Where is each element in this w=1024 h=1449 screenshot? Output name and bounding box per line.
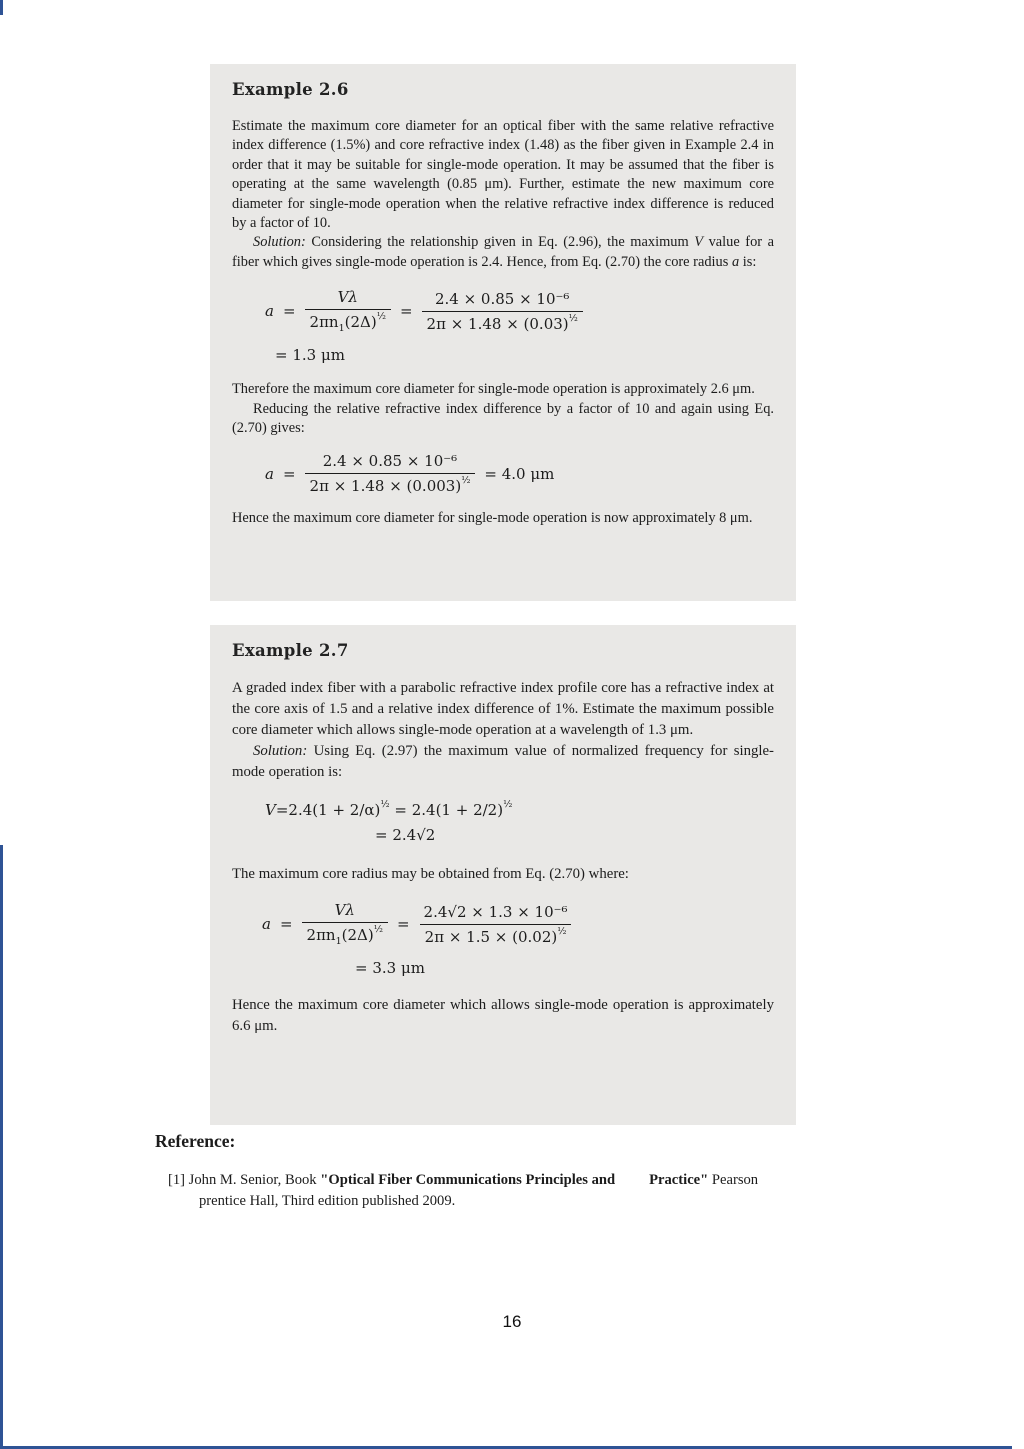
math-exponent: ½: [376, 311, 386, 323]
fraction-numerator: 2.4 × 0.85 × 10⁻⁶: [434, 289, 570, 308]
reference-line-1: [168, 1170, 885, 1191]
math-exponent: ½: [557, 925, 567, 937]
formula-normalized-frequency: [265, 801, 774, 819]
example-2-7-body: [232, 678, 774, 1037]
math-exponent: ½: [461, 475, 471, 487]
equals-sign: =: [396, 915, 410, 933]
formula-inline-result: = 4.0 μm: [484, 464, 555, 483]
math-text: 2πn: [306, 926, 336, 944]
example-2-7-box: [210, 625, 796, 1125]
solution-label: Solution:: [253, 234, 306, 251]
reference-line-2: prentice Hall, Third edition published 2009.: [199, 1193, 456, 1209]
math-text: 2π × 1.5 × (0.02): [424, 927, 558, 946]
fraction: [419, 903, 573, 946]
math-text: (2Δ): [341, 926, 374, 944]
math-text: 2.4(1 + 2/α): [288, 801, 381, 819]
math-exponent: ½: [380, 799, 390, 810]
equals-sign: =: [279, 915, 293, 933]
example-2-7-title: Example 2.7: [232, 641, 349, 660]
formula-reduced-delta: [265, 452, 774, 495]
page-border-left: [0, 845, 3, 1449]
fraction: [422, 290, 583, 333]
math-text: 2.4(1 + 2/2): [411, 801, 504, 819]
reference-heading: Reference:: [155, 1131, 236, 1151]
formula-result: = 1.3 μm: [275, 346, 345, 365]
book-title-part-2: Practice": [649, 1172, 709, 1188]
equals-sign: =: [275, 801, 289, 819]
formula-core-radius: [265, 288, 774, 334]
fraction-denominator: [302, 922, 388, 947]
text-segment: Using Eq. (2.97) the maximum value of normalized frequency for single-mode operation is:: [232, 743, 774, 780]
math-exponent: ½: [503, 799, 513, 810]
formula-result: = 2.4√2: [375, 826, 436, 844]
solution-label: Solution:: [253, 743, 308, 759]
fraction-numerator: Vλ: [337, 288, 358, 307]
equals-sign: =: [282, 302, 296, 321]
problem-paragraph: A graded index fiber with a parabolic refractive index profile core has a refractive index at the core axis of 1.5 and a relative index difference of 1%. Estimate the maximum possible core diameter which allows single-mode operation at a wavelength of 1.3 μm.: [232, 680, 774, 738]
reference-section: [155, 1131, 885, 1212]
equals-sign: =: [399, 302, 413, 321]
math-lhs: a: [265, 302, 274, 321]
math-exponent: ½: [568, 312, 578, 324]
math-text: (2Δ): [344, 313, 377, 332]
text-segment: Pearson: [708, 1172, 759, 1188]
conclusion-paragraph: Hence the maximum core diameter for single-mode operation is now approximately 8 μm.: [232, 510, 753, 527]
fraction-numerator: 2.4 × 0.85 × 10⁻⁶: [322, 452, 458, 471]
math-subscript: 1: [338, 323, 345, 335]
fraction-numerator: Vλ: [334, 901, 355, 919]
equals-sign: =: [282, 464, 296, 483]
book-title-part-1: "Optical Fiber Communications Principles and: [320, 1172, 616, 1188]
example-2-6-body: [232, 117, 774, 529]
solution-paragraph: [232, 233, 774, 272]
formula-result: = 3.3 μm: [355, 959, 425, 977]
math-text: 2π × 1.48 × (0.003): [309, 477, 462, 496]
solution-paragraph: [232, 741, 774, 783]
transition-paragraph: The maximum core radius may be obtained from Eq. (2.70) where:: [232, 866, 629, 882]
math-lhs: a: [265, 464, 274, 483]
problem-paragraph: Estimate the maximum core diameter for an optical fiber with the same relative refractive index difference (1.5%) and core refractive index (1.48) as the fiber given in Example 2.4 in order that it may be suitable for single-mode operation. It may be assumed that the fiber is operating at the same wavelength (0.85 μm). Further, estimate the new maximum core diameter for single-mode operation when the relative refractive index difference is reduced by a factor of 10.: [232, 118, 774, 232]
page-number: 16: [502, 1312, 522, 1331]
page-border-top-left: [0, 0, 3, 15]
math-text: 2π × 1.48 × (0.03): [426, 314, 569, 333]
formula-core-radius: [262, 901, 774, 947]
fraction-denominator: [305, 309, 391, 334]
math-variable: a: [731, 253, 740, 270]
fraction-numerator: 2.4√2 × 1.3 × 10⁻⁶: [423, 902, 568, 921]
conclusion-paragraph: Hence the maximum core diameter which allows single-mode operation is approximately 6.6 μm.: [232, 997, 774, 1034]
text-segment: Considering the relationship given in Eq. (2.96), the maximum: [305, 234, 695, 251]
fraction-denominator: [420, 924, 572, 946]
math-lhs: a: [262, 915, 271, 933]
reference-item: [168, 1170, 885, 1212]
math-variable: V: [694, 234, 704, 251]
continuation-paragraph: Reducing the relative refractive index difference by a factor of 10 and again using Eq. (2.70) gives:: [232, 400, 774, 437]
conclusion-paragraph: Therefore the maximum core diameter for single-mode operation is approximately 2.6 μm.: [232, 381, 755, 398]
example-2-6-box: [210, 64, 796, 601]
fraction-denominator: [422, 311, 583, 333]
text-segment: is:: [739, 253, 757, 270]
math-exponent: ½: [373, 924, 383, 935]
text-segment: [1] John M. Senior, Book: [168, 1172, 321, 1188]
math-lhs: V: [265, 801, 276, 819]
text-segment: value for a fiber which gives single-mode operation is 2.4. Hence, from Eq. (2.70) the core radius: [232, 234, 775, 270]
example-2-6-title: Example 2.6: [232, 80, 349, 99]
fraction: [302, 901, 388, 947]
fraction: [305, 288, 391, 334]
math-subscript: 1: [335, 936, 342, 947]
equals-sign: =: [394, 801, 407, 819]
math-text: 2πn: [309, 313, 339, 332]
fraction-denominator: [305, 473, 476, 495]
fraction: [305, 452, 476, 495]
